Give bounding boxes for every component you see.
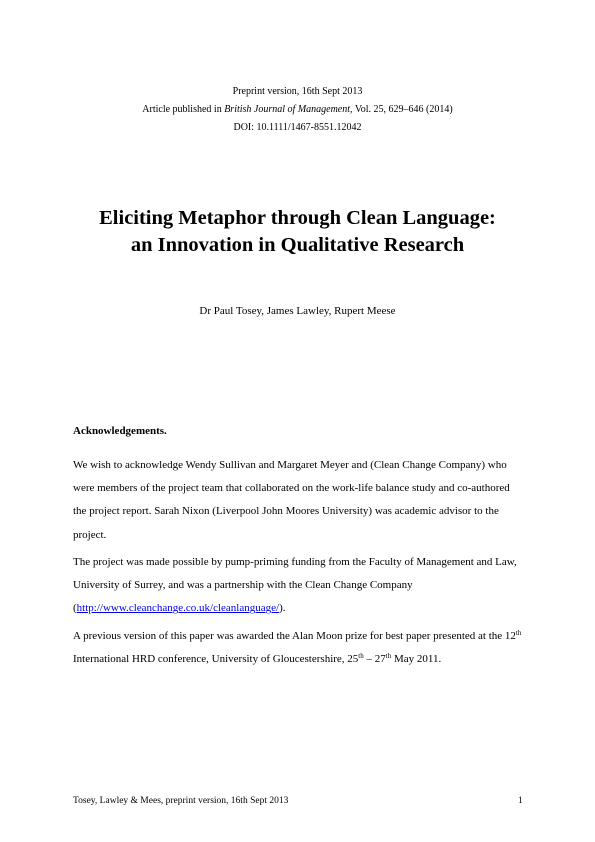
doi: DOI: 10.1111/1467-8551.12042 (233, 122, 362, 133)
journal-name: British Journal of Management, (224, 104, 353, 115)
conference-text: International HRD conference, University of Gloucestershire, 25 (73, 653, 359, 666)
paper-title (0, 205, 595, 259)
author-list: Dr Paul Tosey, James Lawley, Rupert Meese (199, 305, 396, 317)
page-number: 1 (518, 796, 523, 806)
ordinal-suffix: th (358, 652, 364, 661)
publication-details: Vol. 25, 629–646 (2014) (352, 104, 453, 115)
footer-citation: Tosey, Lawley & Mees, preprint version, 16th Sept 2013 (73, 796, 289, 806)
paper-title-line2: an Innovation in Qualitative Research (130, 234, 465, 256)
publication-prefix: Article published in (142, 104, 225, 115)
date-range-text: – 27 (363, 653, 386, 666)
acknowledgements-paragraph-1: We wish to acknowledge Wendy Sullivan and Margaret Meyer and (Clean Change Company) who were members of the project team that collaborated on the work-life balance study and co-authored the project report. Sarah Nixon (Liverpool John Moores University) was academic advisor to the project. (73, 459, 510, 541)
acknowledgements-paragraph-2 (73, 551, 523, 621)
funding-text: The project was made possible by pump-priming funding from the Faculty of Management and Law, University of Surrey, and was a partnership with the Clean Change Company ( (73, 556, 517, 615)
ordinal-suffix: th (385, 652, 392, 661)
publication-note (0, 104, 595, 116)
prize-text: A previous version of this paper was awarded the Alan Moon prize for best paper presented at the 12 (73, 630, 516, 642)
acknowledgements-heading: Acknowledgements. (73, 425, 167, 437)
preprint-note: Preprint version, 16th Sept 2013 (232, 86, 363, 97)
paper-title-line1: Eliciting Metaphor through Clean Language: (99, 207, 496, 229)
date-end-text: May 2011. (391, 653, 442, 666)
clean-language-link[interactable]: http://www.cleanchange.co.uk/cleanlanguage/ (76, 602, 280, 615)
acknowledgements-paragraph-3 (73, 625, 523, 671)
ordinal-suffix: th (515, 629, 522, 637)
funding-text-end: ). (279, 602, 286, 615)
